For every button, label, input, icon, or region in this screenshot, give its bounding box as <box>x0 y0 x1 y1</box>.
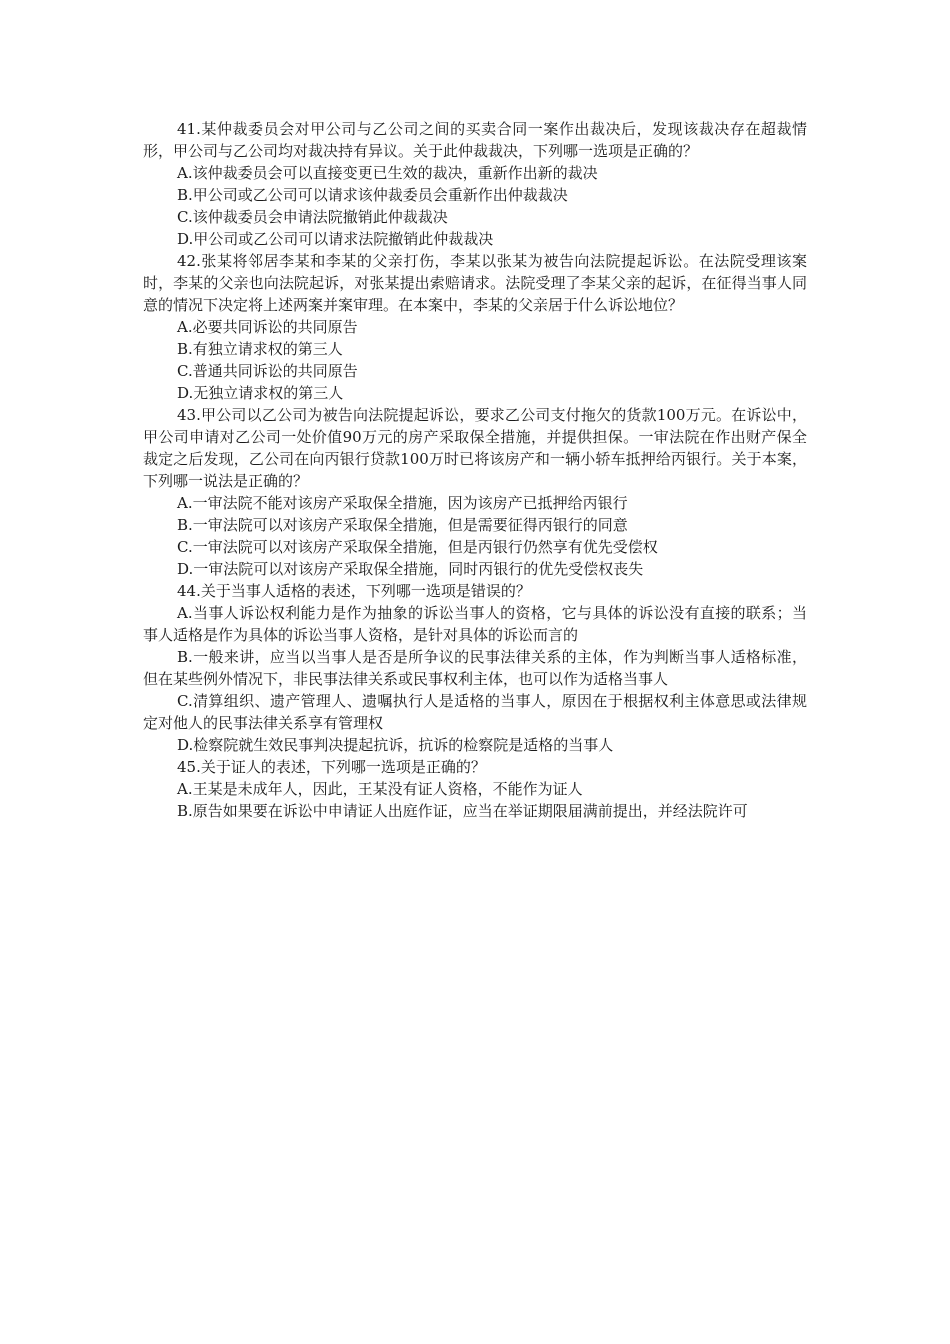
option-b: B.原告如果要在诉讼中申请证人出庭作证，应当在举证期限届满前提出，并经法院许可 <box>177 802 748 820</box>
question-block-42 <box>143 250 807 404</box>
option-a: A.该仲裁委员会可以直接变更已生效的裁决，重新作出新的裁决 <box>177 164 598 182</box>
option-d: D.一审法院可以对该房产采取保全措施，同时丙银行的优先受偿权丧失 <box>177 560 644 578</box>
option-a: A.一审法院不能对该房产采取保全措施，因为该房产已抵押给丙银行 <box>177 494 628 512</box>
option-c: C.普通共同诉讼的共同原告 <box>177 362 358 380</box>
option-b: B.甲公司或乙公司可以请求该仲裁委员会重新作出仲裁裁决 <box>177 186 568 204</box>
option-c: C.清算组织、遗产管理人、遗嘱执行人是适格的当事人，原因在于根据权利主体意思或法律规定对他人的民事法律关系享有管理权 <box>143 692 807 732</box>
question-text: 42.张某将邻居李某和李某的父亲打伤，李某以张某为被告向法院提起诉讼。在法院受理该案时，李某的父亲也向法院起诉，对张某提出索赔请求。法院受理了李某父亲的起诉，在征得当事人同意的情况下决定将上述两案并案审理。在本案中，李某的父亲居于什么诉讼地位？ <box>143 252 807 314</box>
option-d: D.无独立请求权的第三人 <box>177 384 344 402</box>
question-text: 44.关于当事人适格的表述，下列哪一选项是错误的？ <box>177 582 531 600</box>
question-text: 45.关于证人的表述，下列哪一选项是正确的？ <box>177 758 486 776</box>
question-text: 41.某仲裁委员会对甲公司与乙公司之间的买卖合同一案作出裁决后，发现该裁决存在超裁情形，甲公司与乙公司均对裁决持有异议。关于此仲裁裁决，下列哪一选项是正确的？ <box>143 120 807 160</box>
option-a: A.必要共同诉讼的共同原告 <box>177 318 358 336</box>
option-d: D.甲公司或乙公司可以请求法院撤销此仲裁裁决 <box>177 230 494 248</box>
option-b: B.有独立请求权的第三人 <box>177 340 343 358</box>
option-c: C.一审法院可以对该房产采取保全措施，但是丙银行仍然享有优先受偿权 <box>177 538 658 556</box>
option-b: B.一般来讲，应当以当事人是否是所争议的民事法律关系的主体，作为判断当事人适格标准，但在某些例外情况下，非民事法律关系或民事权利主体，也可以作为适格当事人 <box>143 648 807 688</box>
option-a: A.当事人诉讼权利能力是作为抽象的诉讼当事人的资格，它与具体的诉讼没有直接的联系；当事人适格是作为具体的诉讼当事人资格，是针对具体的诉讼而言的 <box>143 604 807 644</box>
question-block-41 <box>143 118 807 250</box>
question-block-43 <box>143 404 807 580</box>
question-block-44 <box>143 580 807 756</box>
option-d: D.检察院就生效民事判决提起抗诉，抗诉的检察院是适格的当事人 <box>177 736 614 754</box>
question-block-45 <box>143 756 807 822</box>
option-a: A.王某是未成年人，因此，王某没有证人资格，不能作为证人 <box>177 780 583 798</box>
document-page <box>143 118 807 822</box>
question-text: 43.甲公司以乙公司为被告向法院提起诉讼，要求乙公司支付拖欠的货款100万元。在诉讼中，甲公司申请对乙公司一处价值90万元的房产采取保全措施，并提供担保。一审法院在作出财产保全裁定之后发现，乙公司在向丙银行贷款100万时已将该房产和一辆小轿车抵押给丙银行。关于本案，下列哪一说法是正确的？ <box>143 406 807 490</box>
option-c: C.该仲裁委员会申请法院撤销此仲裁裁决 <box>177 208 448 226</box>
option-b: B.一审法院可以对该房产采取保全措施，但是需要征得丙银行的同意 <box>177 516 628 534</box>
